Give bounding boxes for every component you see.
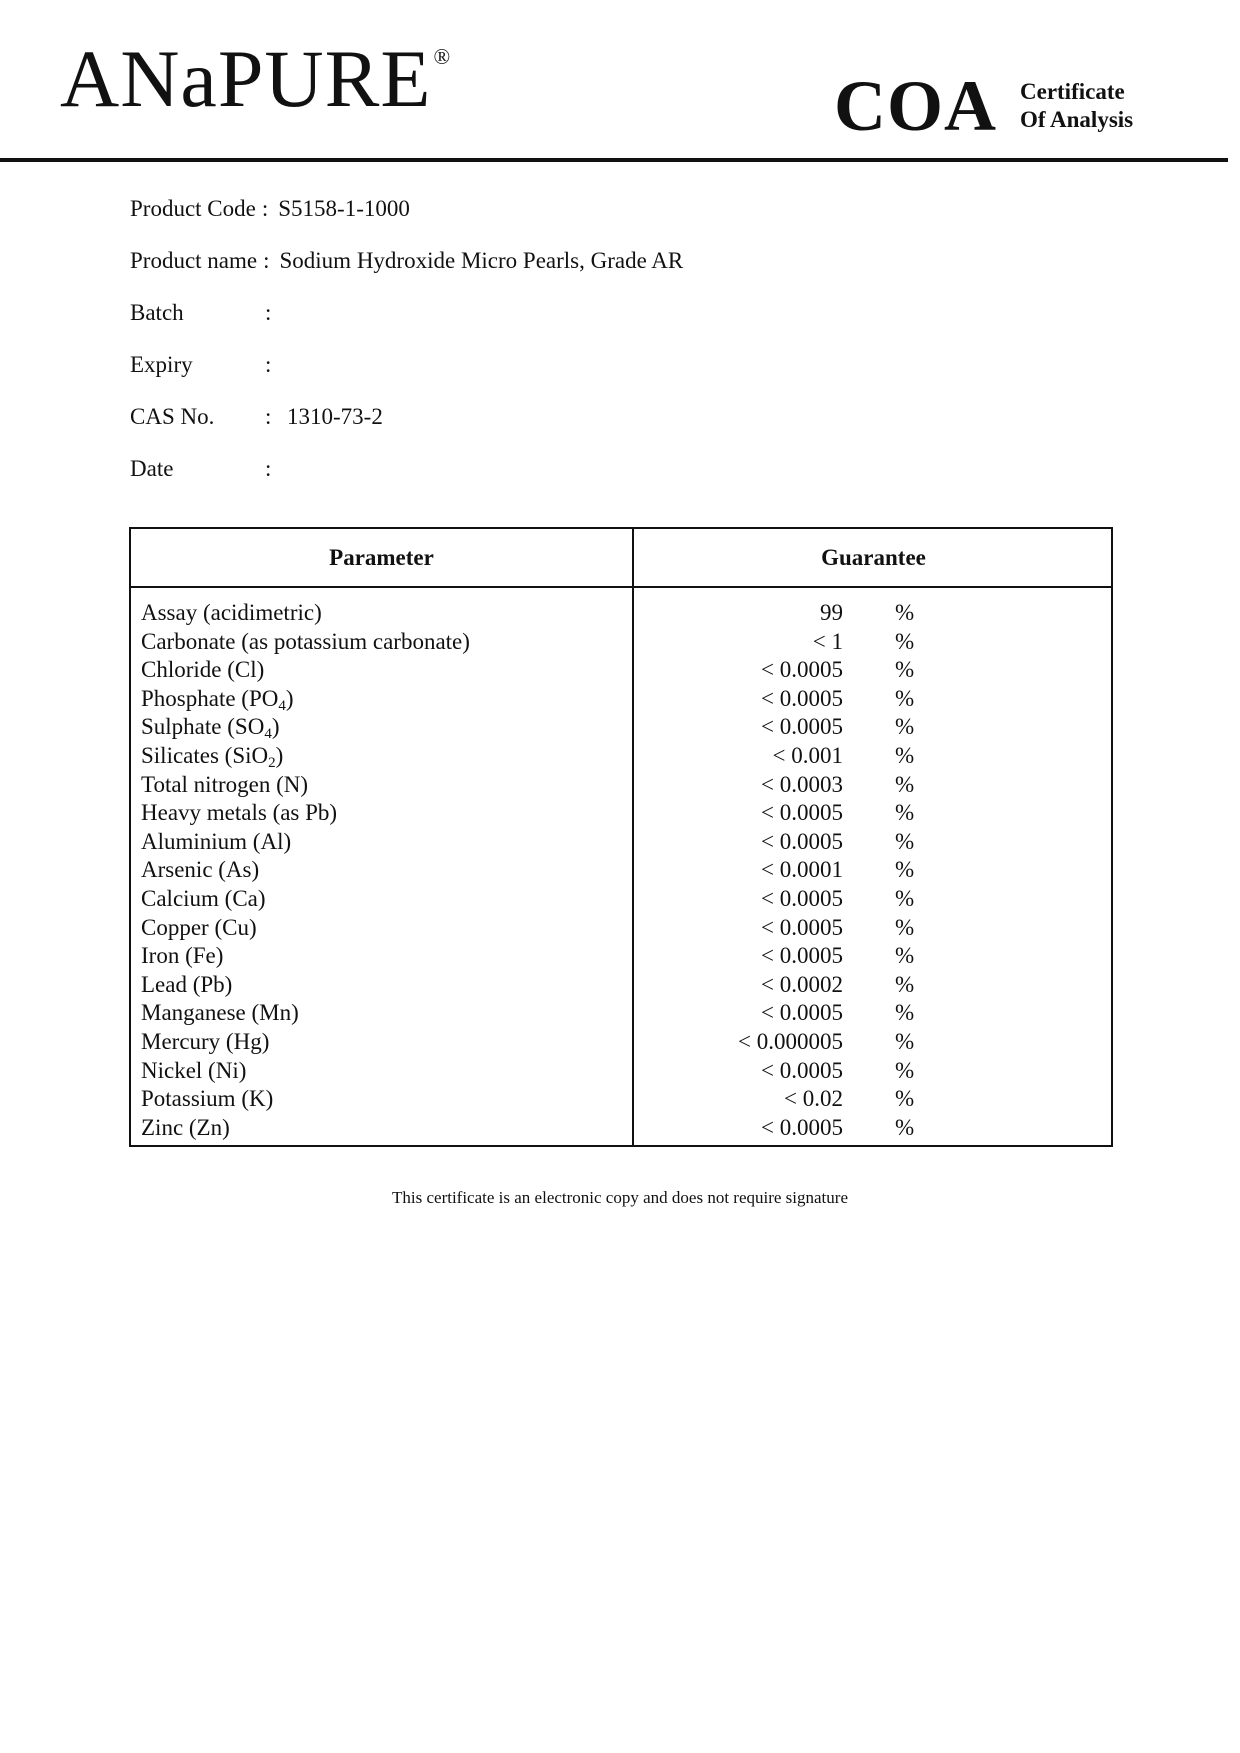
guarantee-unit: % <box>895 857 915 883</box>
table-row <box>141 1085 1101 1114</box>
guarantee-value: < 0.0001 <box>761 857 843 883</box>
cas-label: CAS No. <box>130 404 215 429</box>
product-code-row: Product Code : S5158-1-1000 <box>130 196 410 221</box>
table-row <box>141 971 1101 1000</box>
product-name-label: Product name <box>130 248 258 273</box>
product-meta <box>130 196 683 508</box>
guarantee-value: < 0.0005 <box>761 1057 843 1083</box>
batch-label: Batch <box>130 300 184 325</box>
table-row <box>141 628 1101 657</box>
parameter-name: Manganese (Mn) <box>141 1000 299 1026</box>
guarantee-unit: % <box>895 1114 915 1140</box>
doc-title-line1: Certificate <box>1020 79 1125 104</box>
table-row <box>141 885 1101 914</box>
parameter-name: Arsenic (As) <box>141 857 260 883</box>
guarantee-unit: % <box>895 828 915 854</box>
guarantee-unit: % <box>895 914 915 940</box>
guarantee-value: 99 <box>820 600 843 625</box>
table-row <box>141 685 1101 714</box>
product-code-value: S5158-1-1000 <box>278 196 410 221</box>
footer-note: This certificate is an electronic copy and does not require signature <box>392 1188 848 1207</box>
batch-row: Batch : <box>130 300 272 325</box>
table-body <box>141 599 1101 1142</box>
guarantee-value: < 0.0005 <box>761 714 843 740</box>
guarantee-value: < 0.02 <box>784 1086 843 1112</box>
guarantee-unit: % <box>895 685 915 711</box>
guarantee-unit: % <box>895 1086 915 1112</box>
guarantee-unit: % <box>895 714 915 740</box>
parameter-name: Phosphate $(PO_4)$ <box>141 685 294 714</box>
column-header-guarantee: Guarantee <box>821 545 926 570</box>
parameter-name: Potassium (K) <box>141 1086 274 1112</box>
guarantee-unit: % <box>895 771 915 797</box>
table-row <box>141 942 1101 971</box>
table-row <box>141 1028 1101 1057</box>
parameter-name: Chloride (Cl) <box>141 657 265 683</box>
date-row: Date : <box>130 456 272 481</box>
parameter-name: Lead (Pb) <box>141 971 233 997</box>
column-header-parameter: Parameter <box>329 545 434 570</box>
guarantee-unit: % <box>895 1000 915 1026</box>
expiry-label: Expiry <box>130 352 193 377</box>
parameter-name: Zinc (Zn) <box>141 1114 230 1140</box>
table-row <box>141 771 1101 800</box>
guarantee-value: < 0.0005 <box>761 800 843 826</box>
product-name-value: Sodium Hydroxide Micro Pearls, Grade AR <box>279 248 684 273</box>
registered-mark: ® <box>433 44 452 69</box>
guarantee-unit: % <box>895 1057 915 1083</box>
brand-logo <box>60 33 452 124</box>
guarantee-unit: % <box>895 742 915 768</box>
guarantee-value: < 0.0005 <box>761 1114 843 1140</box>
parameter-name: Assay (acidimetric) <box>141 600 322 625</box>
cas-row: CAS No. : 1310-73-2 <box>130 404 383 429</box>
product-code-label: Product Code <box>130 196 256 221</box>
header-rule <box>0 158 1228 162</box>
parameter-name: Calcium (Ca) <box>141 885 266 911</box>
guarantee-unit: % <box>895 1028 915 1054</box>
table-row <box>141 713 1101 742</box>
doc-title-line2: Of Analysis <box>1020 107 1134 132</box>
guarantee-value: < 0.0005 <box>761 1000 843 1026</box>
table-row <box>141 742 1101 771</box>
parameter-name: Iron (Fe) <box>141 943 224 969</box>
parameter-name: Total nitrogen (N) <box>141 771 309 797</box>
specification-table <box>129 527 1113 1147</box>
guarantee-unit: % <box>895 600 915 625</box>
guarantee-value: < 0.0005 <box>761 943 843 969</box>
date-label: Date <box>130 456 174 481</box>
guarantee-value: < 1 <box>812 628 843 654</box>
parameter-name: Sulphate $(SO_4)$ <box>141 714 280 743</box>
guarantee-value: < 0.0003 <box>761 771 843 797</box>
product-name-row: Product name : Sodium Hydroxide Micro Pearls, Grade AR <box>130 248 684 273</box>
table-row <box>141 799 1101 828</box>
table-row <box>141 1114 1101 1143</box>
guarantee-unit: % <box>895 800 915 826</box>
guarantee-value: < 0.0005 <box>761 914 843 940</box>
guarantee-value: < 0.0005 <box>761 685 843 711</box>
guarantee-unit: % <box>895 971 915 997</box>
table-row <box>141 656 1101 685</box>
parameter-name: Mercury (Hg) <box>141 1028 270 1054</box>
guarantee-value: < 0.0005 <box>761 657 843 683</box>
guarantee-value: < 0.0005 <box>761 885 843 911</box>
guarantee-unit: % <box>895 943 915 969</box>
table-row <box>141 828 1101 857</box>
guarantee-unit: % <box>895 628 915 654</box>
parameter-name: Nickel (Ni) <box>141 1057 247 1083</box>
parameter-name: Aluminium (Al) <box>141 828 292 854</box>
guarantee-value: < 0.001 <box>772 742 843 768</box>
table-row <box>141 914 1101 943</box>
doc-code: COA <box>834 66 997 146</box>
guarantee-unit: % <box>895 657 915 683</box>
header-divider <box>131 586 1111 588</box>
guarantee-value: < 0.0002 <box>761 971 843 997</box>
table-row <box>141 599 1101 628</box>
guarantee-unit: % <box>895 885 915 911</box>
table-row <box>141 1057 1101 1086</box>
brand-name: ANaPURE <box>60 33 432 124</box>
expiry-row: Expiry : <box>130 352 272 377</box>
parameter-name: Silicates (SiO$_2$) <box>141 742 284 771</box>
guarantee-value: < 0.0005 <box>761 828 843 854</box>
doc-title <box>1020 78 1133 134</box>
parameter-name: Heavy metals (as Pb) <box>141 800 338 826</box>
guarantee-value: < 0.000005 <box>738 1028 843 1054</box>
table-row <box>141 856 1101 885</box>
parameter-name: Carbonate (as potassium carbonate) <box>141 628 470 654</box>
parameter-name: Copper (Cu) <box>141 914 257 940</box>
cas-value: 1310-73-2 <box>287 404 383 429</box>
table-row <box>141 999 1101 1028</box>
